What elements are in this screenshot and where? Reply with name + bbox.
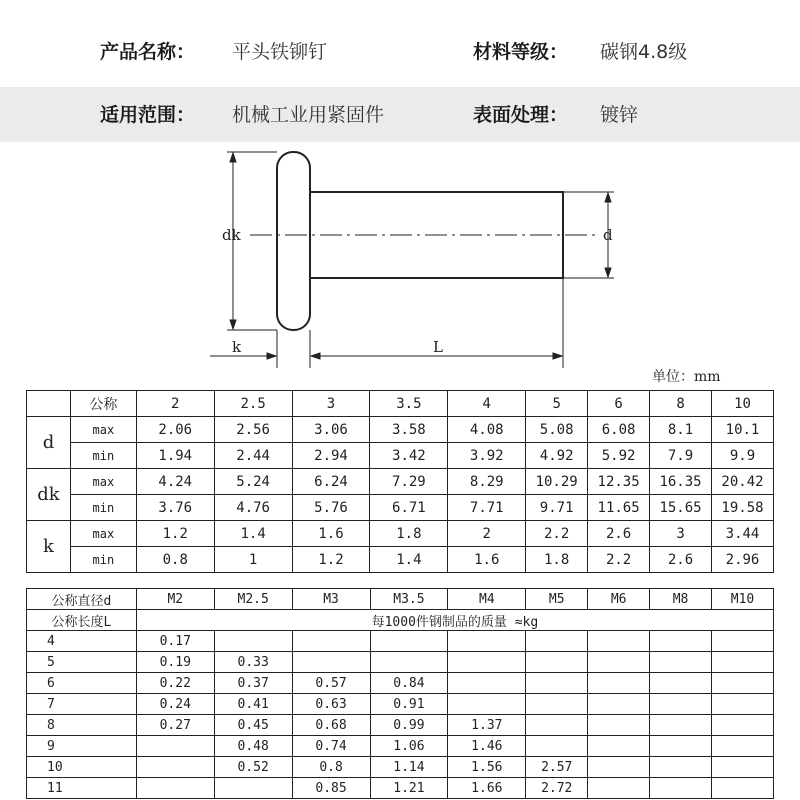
- mass-cell: [526, 673, 588, 694]
- spec-cell: 1.4: [214, 521, 292, 547]
- mass-cell: 1.66: [448, 778, 526, 799]
- spec-cell: 5.08: [526, 417, 588, 443]
- nominal-cell: 8: [650, 391, 712, 417]
- mass-cell: [136, 736, 214, 757]
- mass-cell: 0.99: [370, 715, 448, 736]
- mass-cell: 0.22: [136, 673, 214, 694]
- length-cell: 4: [27, 631, 137, 652]
- spec-cell: 3.92: [448, 443, 526, 469]
- mass-size-row: [27, 589, 774, 610]
- mass-cell: [711, 652, 773, 673]
- spec-cell: 2.6: [588, 521, 650, 547]
- spec-cell: 1: [214, 547, 292, 573]
- mass-cell: 0.52: [214, 757, 292, 778]
- spec-cell: 5.76: [292, 495, 370, 521]
- spec-cell: 1.2: [136, 521, 214, 547]
- mass-cell: [448, 652, 526, 673]
- spec-cell: 3.76: [136, 495, 214, 521]
- spec-cell: 7.9: [650, 443, 712, 469]
- mass-cell: [526, 694, 588, 715]
- row-label: max: [70, 417, 136, 443]
- spec-cell: 4.08: [448, 417, 526, 443]
- mass-cell: 1.14: [370, 757, 448, 778]
- spec-cell: 1.6: [292, 521, 370, 547]
- spec-cell: 6.24: [292, 469, 370, 495]
- mass-cell: [448, 673, 526, 694]
- row-label: min: [70, 443, 136, 469]
- mass-cell: 2.72: [526, 778, 588, 799]
- spec-cell: 6.08: [588, 417, 650, 443]
- mass-cell: 0.84: [370, 673, 448, 694]
- mass-cell: 0.41: [214, 694, 292, 715]
- mass-cell: 0.17: [136, 631, 214, 652]
- mass-table: [26, 588, 774, 799]
- mass-cell: [650, 673, 712, 694]
- rivet-head: [277, 152, 310, 330]
- length-label: 公称长度L: [27, 610, 137, 631]
- mass-row: [27, 673, 774, 694]
- mass-row: [27, 778, 774, 799]
- mass-cell: 0.68: [292, 715, 370, 736]
- length-cell: 8: [27, 715, 137, 736]
- mass-cell: [526, 736, 588, 757]
- mass-cell: 0.48: [214, 736, 292, 757]
- mass-cell: [214, 778, 292, 799]
- mass-cell: [370, 652, 448, 673]
- mass-cell: 1.21: [370, 778, 448, 799]
- mass-cell: 0.45: [214, 715, 292, 736]
- length-cell: 9: [27, 736, 137, 757]
- mass-cell: [588, 694, 650, 715]
- spec-cell: 2: [448, 521, 526, 547]
- spec-cell: 9.9: [712, 443, 774, 469]
- nominal-cell: 2.5: [214, 391, 292, 417]
- mass-cell: [650, 694, 712, 715]
- spec-row: [27, 547, 774, 573]
- spec-cell: 15.65: [650, 495, 712, 521]
- spec-row: [27, 521, 774, 547]
- diameter-label: 公称直径d: [27, 589, 137, 610]
- header-row-2: [0, 87, 800, 142]
- mass-cell: 1.37: [448, 715, 526, 736]
- size-cell: M2: [136, 589, 214, 610]
- spec-cell: 3.44: [712, 521, 774, 547]
- spec-cell: 1.8: [370, 521, 448, 547]
- spec-cell: 19.58: [712, 495, 774, 521]
- spec-cell: 0.8: [136, 547, 214, 573]
- spec-cell: 1.2: [292, 547, 370, 573]
- product-name-value: 平头铁铆钉: [232, 41, 328, 63]
- row-label: min: [70, 495, 136, 521]
- mass-cell: 1.56: [448, 757, 526, 778]
- mass-cell: 0.33: [214, 652, 292, 673]
- spec-cell: 5.92: [588, 443, 650, 469]
- header-row-1: [0, 22, 800, 77]
- length-cell: 5: [27, 652, 137, 673]
- spec-cell: 2.6: [650, 547, 712, 573]
- spec-cell: 2.94: [292, 443, 370, 469]
- row-label: max: [70, 521, 136, 547]
- spec-cell: 5.24: [214, 469, 292, 495]
- nominal-cell: 6: [588, 391, 650, 417]
- mass-cell: [214, 631, 292, 652]
- d-label: d: [603, 226, 613, 244]
- spec-cell: 7.71: [448, 495, 526, 521]
- mass-row: [27, 736, 774, 757]
- material-grade-value: 碳钢4.8级: [600, 41, 688, 63]
- spec-row: [27, 469, 774, 495]
- size-cell: M10: [711, 589, 773, 610]
- spec-cell: 9.71: [526, 495, 588, 521]
- size-cell: M6: [588, 589, 650, 610]
- nominal-cell: 10: [712, 391, 774, 417]
- L-label: L: [433, 338, 443, 356]
- mass-cell: [588, 778, 650, 799]
- mass-cell: 0.74: [292, 736, 370, 757]
- mass-caption-row: [27, 610, 774, 631]
- mass-cell: [650, 715, 712, 736]
- size-cell: M3.5: [370, 589, 448, 610]
- dk-label: dk: [222, 226, 241, 244]
- mass-cell: 0.37: [214, 673, 292, 694]
- application-label: 适用范围：: [100, 104, 196, 126]
- mass-cell: [650, 652, 712, 673]
- mass-cell: [650, 736, 712, 757]
- rivet-drawing: [0, 142, 800, 372]
- mass-row: [27, 757, 774, 778]
- mass-cell: [292, 652, 370, 673]
- mass-cell: [136, 778, 214, 799]
- nominal-cell: 4: [448, 391, 526, 417]
- mass-cell: [588, 652, 650, 673]
- spec-table: [26, 390, 774, 573]
- row-label: min: [70, 547, 136, 573]
- mass-cell: [650, 757, 712, 778]
- spec-cell: 7.29: [370, 469, 448, 495]
- length-cell: 6: [27, 673, 137, 694]
- mass-cell: 1.06: [370, 736, 448, 757]
- mass-cell: [711, 715, 773, 736]
- spec-cell: 1.8: [526, 547, 588, 573]
- size-cell: M3: [292, 589, 370, 610]
- unit-label: 单位：mm: [652, 369, 721, 385]
- mass-cell: [711, 778, 773, 799]
- spec-cell: 8.29: [448, 469, 526, 495]
- spec-cell: 11.65: [588, 495, 650, 521]
- size-cell: M5: [526, 589, 588, 610]
- mass-cell: 0.27: [136, 715, 214, 736]
- nominal-cell: 5: [526, 391, 588, 417]
- mass-cell: [588, 631, 650, 652]
- mass-cell: [711, 736, 773, 757]
- spec-row: [27, 495, 774, 521]
- nominal-cell: 3.5: [370, 391, 448, 417]
- spec-cell: 1.4: [370, 547, 448, 573]
- spec-cell: 2.96: [712, 547, 774, 573]
- spec-cell: 2.2: [588, 547, 650, 573]
- mass-row: [27, 652, 774, 673]
- nominal-label: 公称: [70, 391, 136, 417]
- mass-cell: 0.91: [370, 694, 448, 715]
- spec-cell: 3.58: [370, 417, 448, 443]
- k-label: k: [232, 338, 242, 356]
- size-cell: M8: [650, 589, 712, 610]
- mass-cell: [136, 757, 214, 778]
- spec-cell: 2.44: [214, 443, 292, 469]
- spec-cell: 4.24: [136, 469, 214, 495]
- mass-cell: 0.8: [292, 757, 370, 778]
- mass-row: [27, 631, 774, 652]
- mass-cell: [711, 673, 773, 694]
- spec-cell: 2.56: [214, 417, 292, 443]
- mass-cell: 0.85: [292, 778, 370, 799]
- mass-cell: [588, 673, 650, 694]
- mass-cell: [711, 757, 773, 778]
- mass-cell: [588, 757, 650, 778]
- surface-treatment-value: 镀锌: [600, 104, 639, 126]
- spec-cell: 16.35: [650, 469, 712, 495]
- spec-cell: 2.2: [526, 521, 588, 547]
- spec-cell: 1.94: [136, 443, 214, 469]
- spec-cell: 12.35: [588, 469, 650, 495]
- spec-cell: 1.6: [448, 547, 526, 573]
- material-grade-label: 材料等级：: [473, 41, 569, 63]
- mass-cell: 1.46: [448, 736, 526, 757]
- mass-cell: 0.57: [292, 673, 370, 694]
- mass-cell: [370, 631, 448, 652]
- mass-cell: [526, 715, 588, 736]
- mass-cell: 2.57: [526, 757, 588, 778]
- spec-cell: 10.1: [712, 417, 774, 443]
- size-cell: M4: [448, 589, 526, 610]
- mass-cell: [588, 715, 650, 736]
- group-label-k: k: [27, 521, 71, 573]
- mass-cell: [292, 631, 370, 652]
- length-cell: 10: [27, 757, 137, 778]
- mass-cell: [650, 778, 712, 799]
- spec-cell: 3.42: [370, 443, 448, 469]
- spec-cell: 20.42: [712, 469, 774, 495]
- spec-nominal-row: [27, 391, 774, 417]
- mass-row: [27, 715, 774, 736]
- spec-cell: 8.1: [650, 417, 712, 443]
- length-cell: 7: [27, 694, 137, 715]
- spec-cell: 3: [650, 521, 712, 547]
- surface-treatment-label: 表面处理：: [473, 104, 569, 126]
- mass-cell: [448, 631, 526, 652]
- mass-cell: 0.24: [136, 694, 214, 715]
- mass-cell: [526, 652, 588, 673]
- spec-corner: [27, 391, 71, 417]
- spec-row: [27, 417, 774, 443]
- row-label: max: [70, 469, 136, 495]
- group-label-dk: dk: [27, 469, 71, 521]
- spec-row: [27, 443, 774, 469]
- spec-cell: 4.76: [214, 495, 292, 521]
- product-name-label: 产品名称：: [100, 41, 196, 63]
- mass-cell: [711, 694, 773, 715]
- mass-cell: 0.19: [136, 652, 214, 673]
- group-label-d: d: [27, 417, 71, 469]
- mass-cell: [448, 694, 526, 715]
- spec-cell: 2.06: [136, 417, 214, 443]
- size-cell: M2.5: [214, 589, 292, 610]
- mass-cell: [650, 631, 712, 652]
- mass-row: [27, 694, 774, 715]
- spec-cell: 10.29: [526, 469, 588, 495]
- mass-caption: 每1000件钢制品的质量 ≈kg: [136, 610, 773, 631]
- length-cell: 11: [27, 778, 137, 799]
- application-value: 机械工业用紧固件: [232, 104, 385, 126]
- nominal-cell: 3: [292, 391, 370, 417]
- mass-cell: [526, 631, 588, 652]
- spec-cell: 4.92: [526, 443, 588, 469]
- nominal-cell: 2: [136, 391, 214, 417]
- mass-cell: [711, 631, 773, 652]
- spec-cell: 3.06: [292, 417, 370, 443]
- spec-cell: 6.71: [370, 495, 448, 521]
- mass-cell: 0.63: [292, 694, 370, 715]
- mass-cell: [588, 736, 650, 757]
